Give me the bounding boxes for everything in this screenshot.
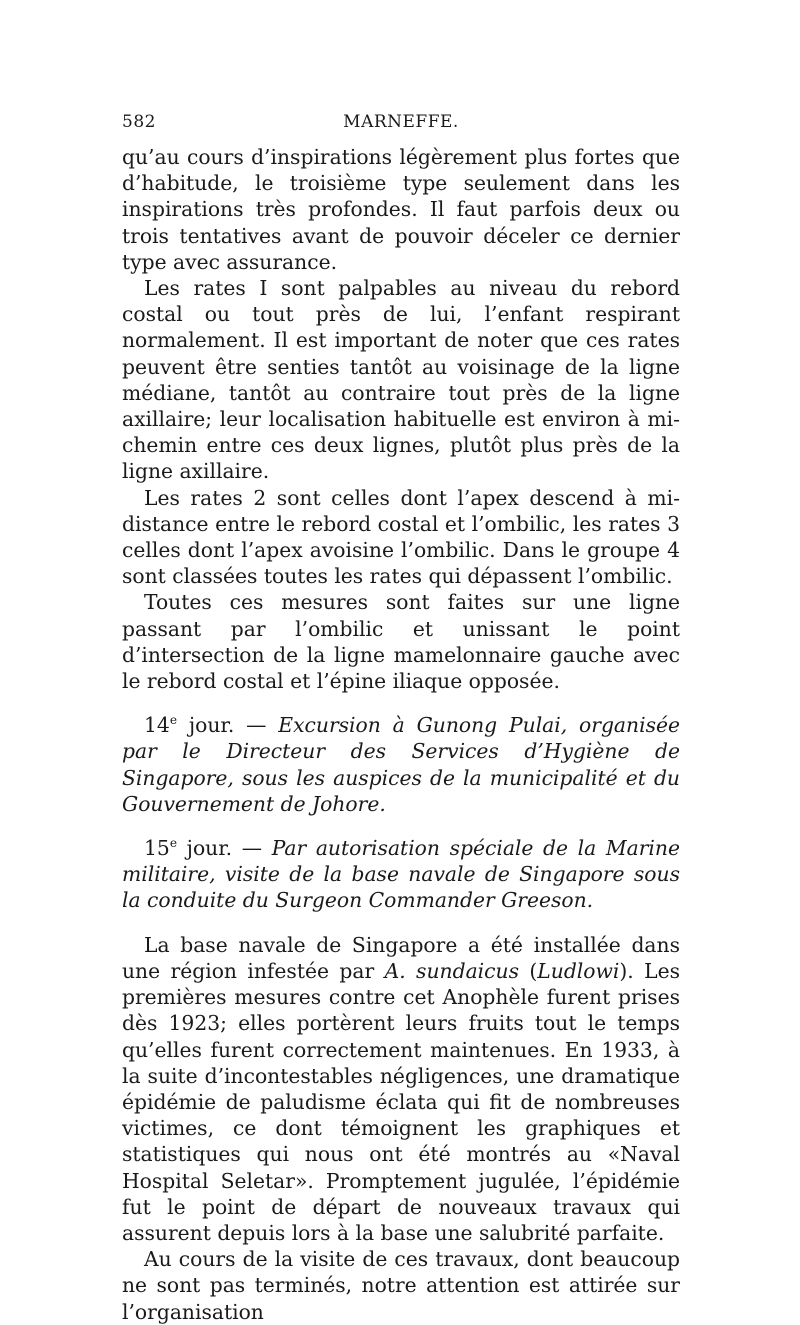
day-14-number: 14 (144, 713, 170, 738)
paragraph-naval-base (122, 932, 680, 1246)
naval-base-part2: ( (518, 958, 538, 983)
paragraph-rates-2-3-4: Les rates 2 sont celles dont l’apex descend à mi-distance entre le rebord costal et l’ombilic, les rates 3 celles dont l’apex avoisine l’ombilic. Dans le groupe 4 sont classées toutes les rates qui dépassent l’ombilic. (122, 485, 680, 589)
day-15-sup: e (169, 836, 178, 851)
paragraph-rates-1: Les rates I sont palpables au niveau du rebord costal ou tout près de lui, l’enfant respirant normalement. Il est important de noter que ces rates peuvent être senties tantôt au voisinage de la ligne médiane, tantôt au contraire tout près de la ligne axillaire; leur localisation habituelle est environ à mi-chemin entre ces deux lignes, plutôt plus près de la ligne axillaire. (122, 276, 680, 484)
body-text (122, 144, 680, 1325)
paragraph-measures: Toutes ces mesures sont faites sur une ligne passant par l’ombilic et unissant le point d’intersection de la ligne mamelonnaire gauche avec le rebord costal et l’épine iliaque opposée. (122, 590, 680, 694)
day-15-number: 15 (144, 836, 170, 861)
page-number: 582 (122, 112, 156, 132)
day-15-entry (122, 835, 680, 914)
paragraph-continued: qu’au cours d’inspirations légèrement plus fortes que d’habitude, le troisième type seulement dans les inspirations très profondes. Il faut parfois deux ou trois tentatives avant de pouvoir déceler ce dernier type avec assurance. (122, 145, 680, 274)
naval-base-part1: La base navale de Singapore a été installée dans une région infestée par (122, 932, 680, 983)
day-14-sup: e (169, 713, 178, 728)
running-title: MARNEFFE. (343, 112, 459, 132)
day-15-label: jour. — (177, 836, 272, 861)
variety-name: Ludlowi (537, 958, 620, 983)
species-name: A. sundaicus (384, 958, 519, 983)
day-14-entry (122, 712, 680, 817)
naval-base-part3: ). Les premières mesures contre cet Anophèle furent prises dès 1923; elles portèrent leurs fruits tout le temps qu’elles furent correctement maintenues. En 1933, à la suite d’incontestables négligences, une dramatique épidémie de paludisme éclata qui fit de nombreuses victimes, ce dont témoignent les graphiques et statistiques qui nous ont été montrés au «Naval Hospital Seletar». Promptement jugulée, l’épidémie fut le point de départ de nouveaux travaux qui assurent depuis lors à la base une salubrité parfaite. (122, 958, 680, 1245)
document-page (122, 112, 680, 1325)
paragraph-visit: Au cours de la visite de ces travaux, dont beaucoup ne sont pas terminés, notre attention est attirée sur l’organisation (122, 1247, 680, 1324)
day-14-title: Excursion à Gunong Pulai, organisée par le Directeur des Services d’Hygiène de Singapore, sous les auspices de la municipalité et du Gouvernement de Johore. (122, 713, 680, 816)
page-header (122, 112, 680, 144)
day-14-label: jour. — (177, 713, 279, 738)
day-15-title: Par autorisation spéciale de la Marine militaire, visite de la base navale de Singapore sous la conduite du Surgeon Commander Greeson. (122, 836, 680, 913)
